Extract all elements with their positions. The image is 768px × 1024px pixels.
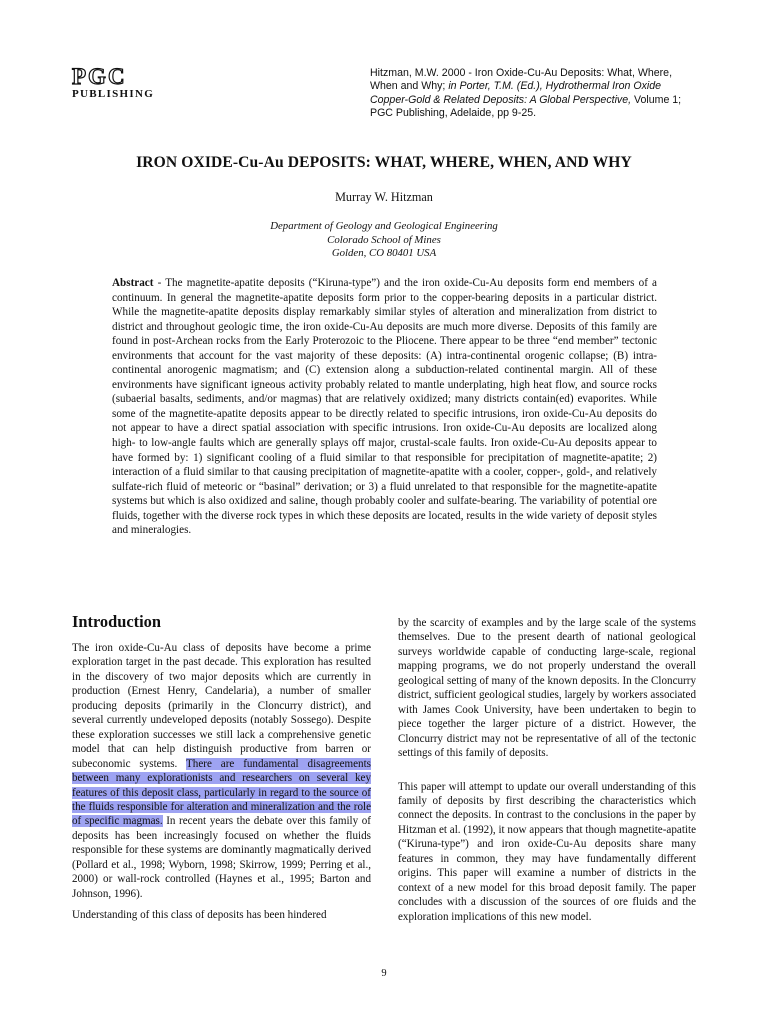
introduction-heading: Introduction	[72, 612, 161, 631]
logo-subtitle: PUBLISHING	[72, 88, 155, 100]
affiliation-department: Department of Geology and Geological Engineering	[270, 220, 498, 232]
publisher-logo	[72, 66, 154, 100]
citation-authors: Hitzman, M.W. 2000 - Iron Oxide-Cu-Au Deposits: What, Where, When and Why;	[370, 67, 673, 93]
logo-mark: PGC	[72, 64, 127, 89]
intro-p1-text-cont: In recent years the debate over this family of deposits has been increasingly focused on whether the fluids responsible for these systems are dominantly magmatically derived (Pollard et al., 1998; Wyborn, 1998; Skirrow, 1999; Perring et al., 2000) or wall-rock controlled (Haynes et al., 1995; Barton and Johnson, 1996).	[72, 815, 371, 900]
intro-p1-text: The iron oxide-Cu-Au class of deposits have become a prime exploration target in the past decade. This exploration has resulted in the discovery of two major deposits which are currently in production (Ernest Henry, Candelaria), a number of smaller producing deposits (primarily in the Cloncurry district), and several currently undeveloped deposits (notably Sossego). Despite these exploration successes we still lack a comprehensive genetic model that can help distinguish productive from barren or subeconomic systems.	[72, 642, 371, 770]
paper-author: Murray W. Hitzman	[335, 190, 433, 204]
paper-title: IRON OXIDE-Cu-Au DEPOSITS: WHAT, WHERE, WHEN, AND WHY	[136, 154, 632, 171]
citation	[370, 67, 700, 121]
abstract	[112, 276, 657, 538]
highlighted-text[interactable]: There are fundamental disagreements between many explorationists and researchers on several key features of this deposit class, particularly in regard to the source of the fluids responsible for alteration and mineralization and the role of specific magmas.	[72, 757, 371, 828]
abstract-text: - The magnetite-apatite deposits (“Kiruna-type”) and the iron oxide-Cu-Au deposits form end members of a continuum. In general the magnetite-apatite deposits form prior to the copper-bearing deposits in a particular district. While the magnetite-apatite deposits display remarkably similar styles of alteration and mineralization from district to district and throughout geologic time, the iron oxide-Cu-Au deposits are much more diverse. Deposits of this family are found in post-Archean rocks from the Early Proterozoic to the Pliocene. There appear to be three “end member” tectonic environments that account for the vast majority of these deposits: (A) intra-continental orogenic collapse; (B) intra-continental anorogenic magmatism; and (C) extension along a subduction-related continental margin. All of these environments have significant igneous activity probably related to mantle underplating, high heat flow, and source rocks (subaerial basalts, sediments, and/or magmas) that are relatively oxidized; many districts contain(ed) evaporites. While some of the magnetite-apatite deposits appear to be directly related to specific intrusions, iron oxide-Cu-Au deposits do not appear to have a direct spatial association with specific intrusions. Iron oxide-Cu-Au deposits are localized along high- to low-angle faults which are generally splays off major, crustal-scale faults. Iron oxide-Cu-Au deposits appear to have formed by: 1) significant cooling of a fluid similar to that responsible for precipitation of magnetite-apatite; 2) interaction of a fluid similar to that causing precipitation of magnetite-apatite with a cooler, copper-, gold-, and relatively sulfate-rich fluid of meteoric or “basinal” derivation; or 3) a fluid unrelated to that responsible for the magnetite-apatite systems but which is also oxidized and saline, though probably cooler and sulfate-bearing. The variability of potential ore fluids, together with the diverse rock types in which these deposits are located, results in the wide variety of deposit styles and mineralogies.	[112, 277, 657, 537]
intro-paragraph-2-cont: by the scarcity of examples and by the large scale of the systems themselves. Due to the present dearth of national geological surveys worldwide capable of conducting large-scale, regional mapping programs, we do not properly understand the overall geological setting of many of the known deposits. In the Cloncurry district, sufficient geological studies, largely by workers associated with James Cook University, have been undertaken to begin to piece together the larger picture of a district. However, the Cloncurry district may not be representative of all of the tectonic settings of this family of deposits.	[398, 617, 696, 760]
intro-paragraph-1	[72, 641, 371, 901]
citation-details: Volume 1; PGC Publishing, Adelaide, pp 9-25.	[370, 93, 682, 120]
abstract-label: Abstract	[112, 277, 154, 289]
left-column	[72, 612, 371, 923]
citation-source: in Porter, T.M. (Ed.), Hydrothermal Iron Oxide Copper-Gold & Related Deposits: A Global Perspective,	[370, 80, 662, 106]
affiliation-school: Colorado School of Mines	[327, 233, 441, 246]
right-column	[398, 616, 696, 924]
page-number: 9	[381, 968, 387, 979]
intro-paragraph-2-start: Understanding of this class of deposits has been hindered	[72, 909, 327, 922]
intro-paragraph-3: This paper will attempt to update our overall understanding of this family of deposits by first describing the characteristics which connect the deposits. In contrast to the conclusions in the paper by Hitzman et al. (1992), it now appears that though magnetite-apatite (“Kiruna-type”) and iron oxide-Cu-Au deposits share many features in common, they may have fundamentally different origins. This paper will examine a number of districts in the context of a new model for this broad deposit family. The paper concludes with a discussion of the sources of ore fluids and the exploration implications of this new model.	[398, 780, 696, 923]
author-affiliation	[0, 220, 768, 261]
affiliation-location: Golden, CO 80401 USA	[331, 247, 437, 259]
